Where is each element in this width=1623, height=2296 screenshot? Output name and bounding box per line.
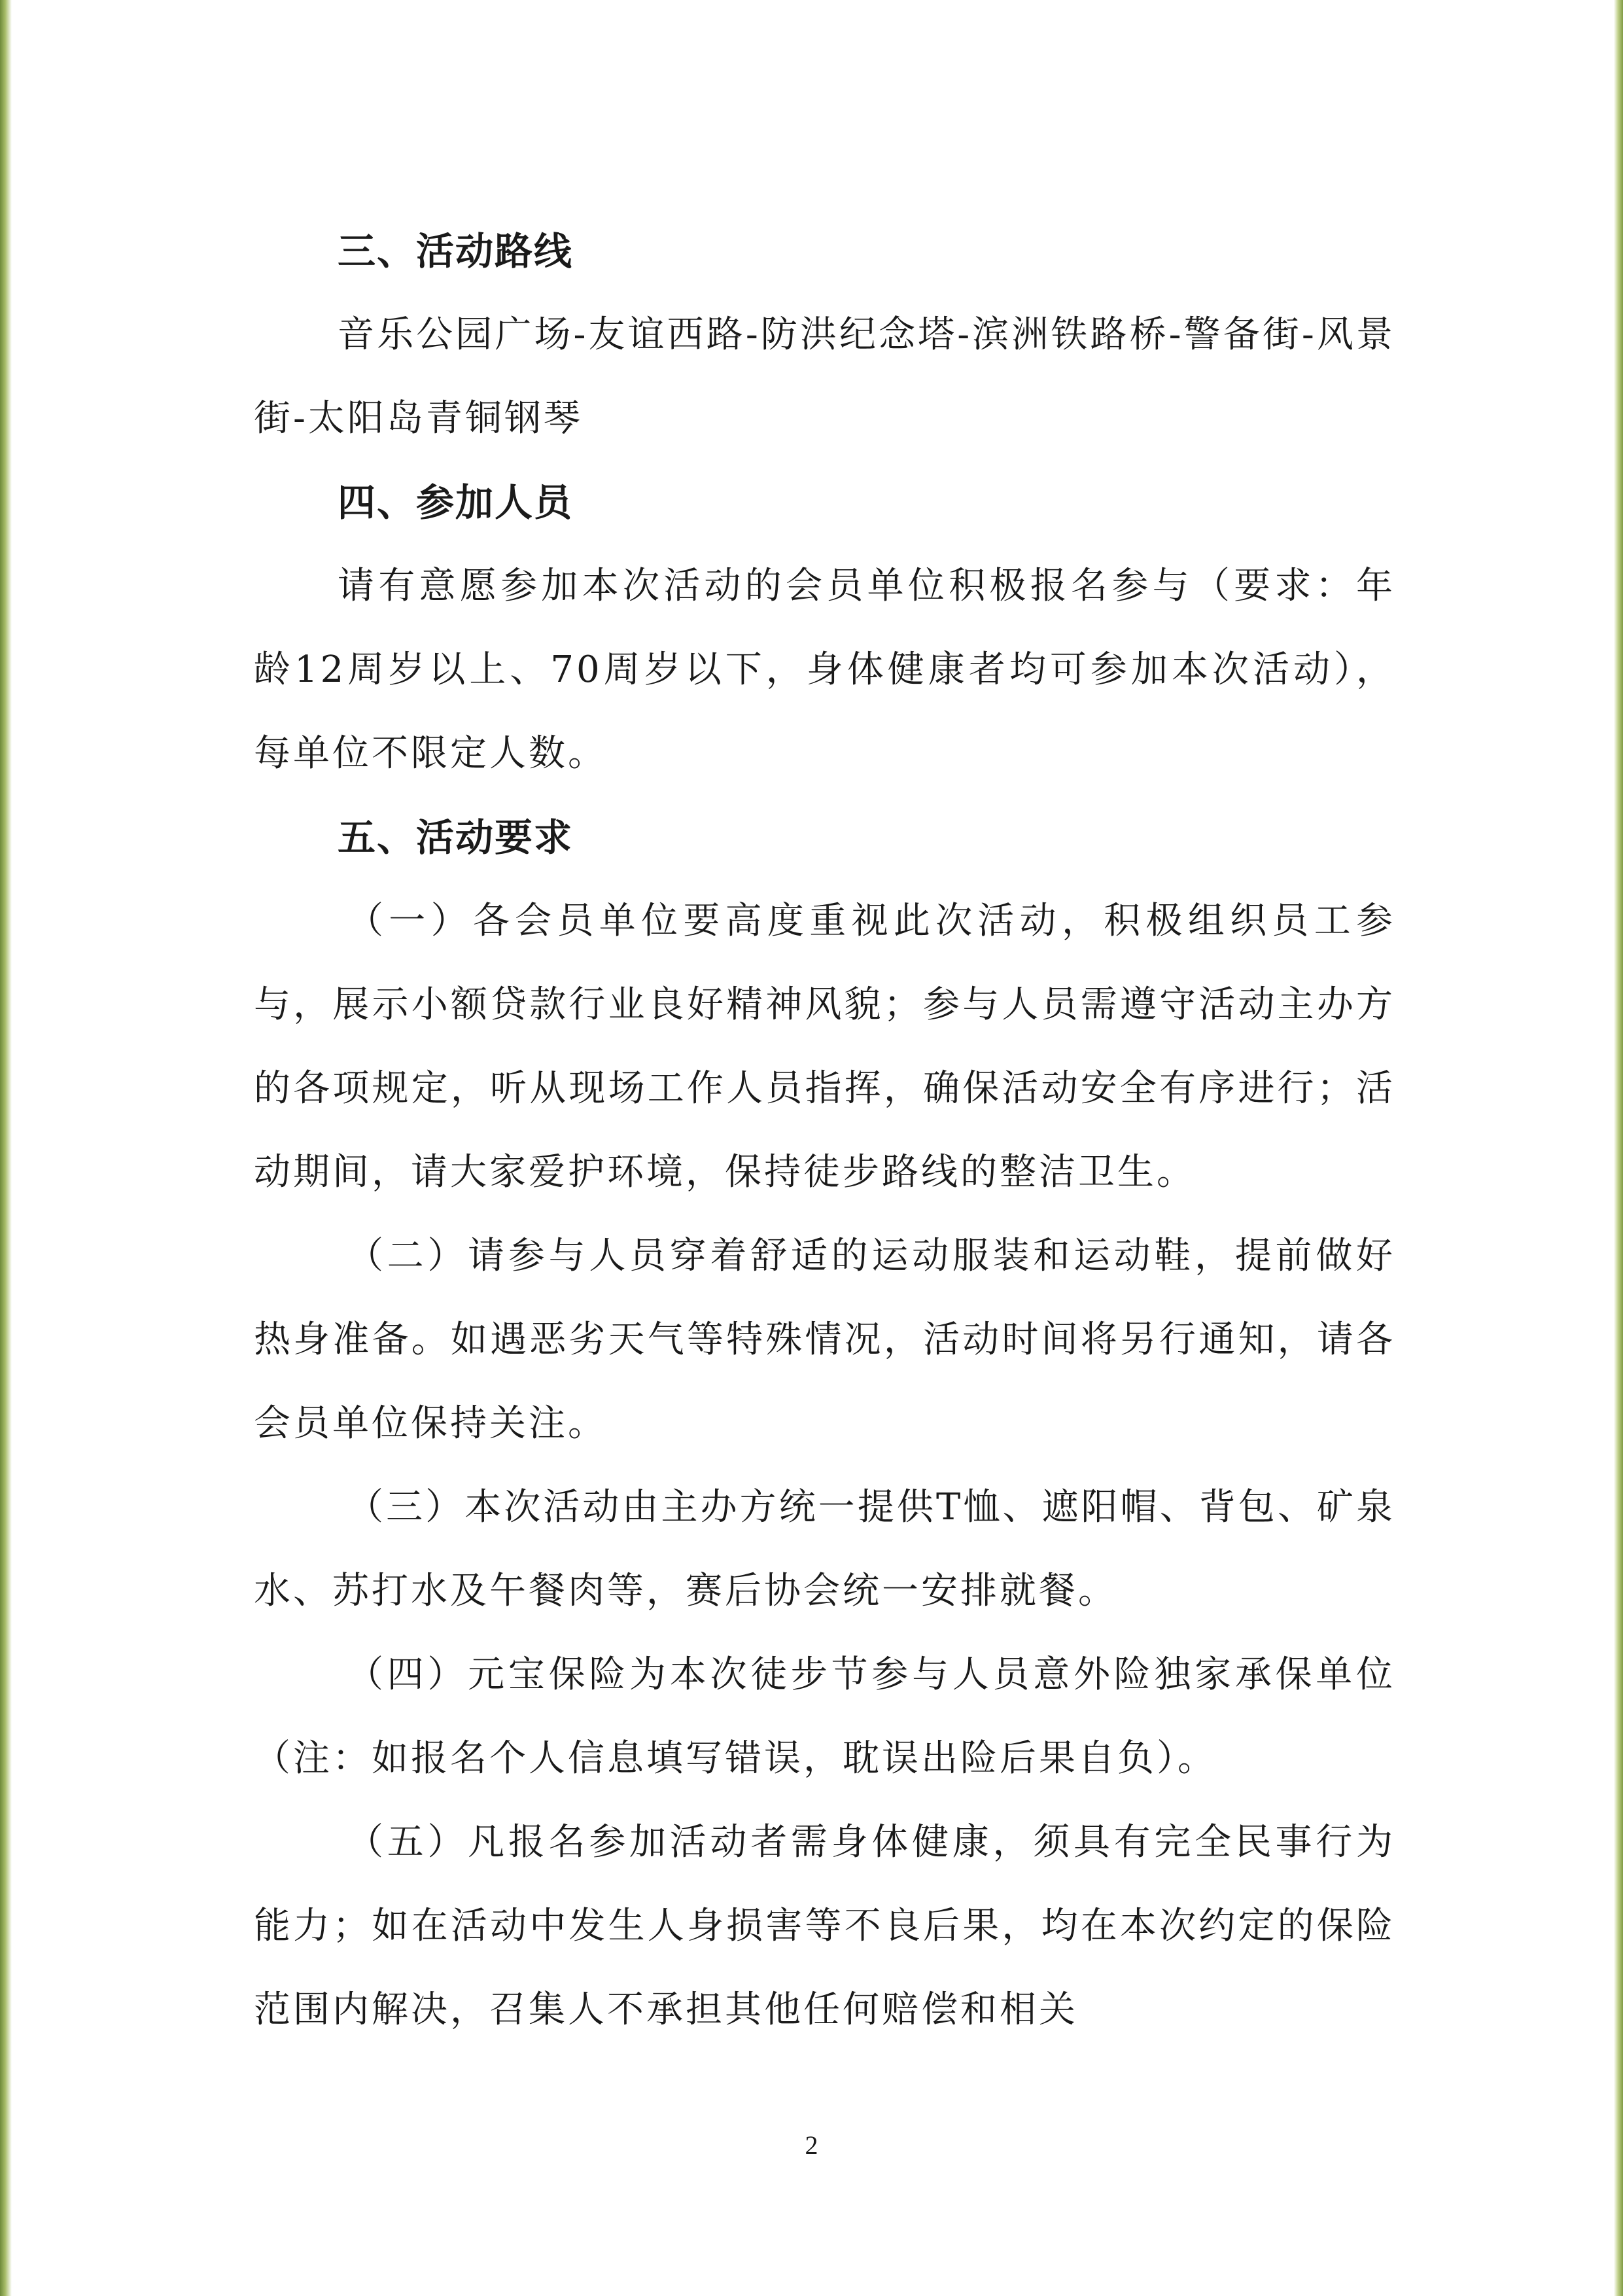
requirement-item-1: （一）各会员单位要高度重视此次活动，积极组织员工参与，展示小额贷款行业良好精神风貌；参与人员需遵守活动主办方的各项规定，听从现场工作人员指挥，确保活动安全有序进行；活动期间，请大家爱护环境，保持徒步路线的整洁卫生。	[254, 900, 1395, 1193]
requirement-item-2: （二）请参与人员穿着舒适的运动服装和运动鞋，提前做好热身准备。如遇恶劣天气等特殊情况，活动时间将另行通知，请各会员单位保持关注。	[254, 1235, 1395, 1445]
document-body	[254, 209, 1395, 2052]
scan-edge-right	[1614, 0, 1623, 2296]
requirement-item-3: （三）本次活动由主办方统一提供T恤、遮阳帽、背包、矿泉水、苏打水及午餐肉等，赛后协会统一安排就餐。	[254, 1486, 1395, 1612]
scan-edge-left	[0, 0, 12, 2296]
section-heading-participants: 四、参加人员	[338, 480, 574, 525]
section-heading-requirements: 五、活动要求	[338, 815, 574, 860]
route-paragraph: 音乐公园广场-友谊西路-防洪纪念塔-滨洲铁路桥-警备街-风景街-太阳岛青铜钢琴	[254, 313, 1395, 440]
section-heading-route: 三、活动路线	[338, 229, 574, 274]
participants-paragraph: 请有意愿参加本次活动的会员单位积极报名参与（要求：年龄12周岁以上、70周岁以下，身体健康者均可参加本次活动），每单位不限定人数。	[254, 565, 1395, 775]
requirement-item-4: （四）元宝保险为本次徒步节参与人员意外险独家承保单位（注：如报名个人信息填写错误，耽误出险后果自负）。	[254, 1653, 1395, 1780]
page-number: 2	[805, 2130, 818, 2160]
requirement-item-5: （五）凡报名参加活动者需身体健康，须具有完全民事行为能力；如在活动中发生人身损害等不良后果，均在本次约定的保险范围内解决，召集人不承担其他任何赔偿和相关	[254, 1821, 1395, 2031]
